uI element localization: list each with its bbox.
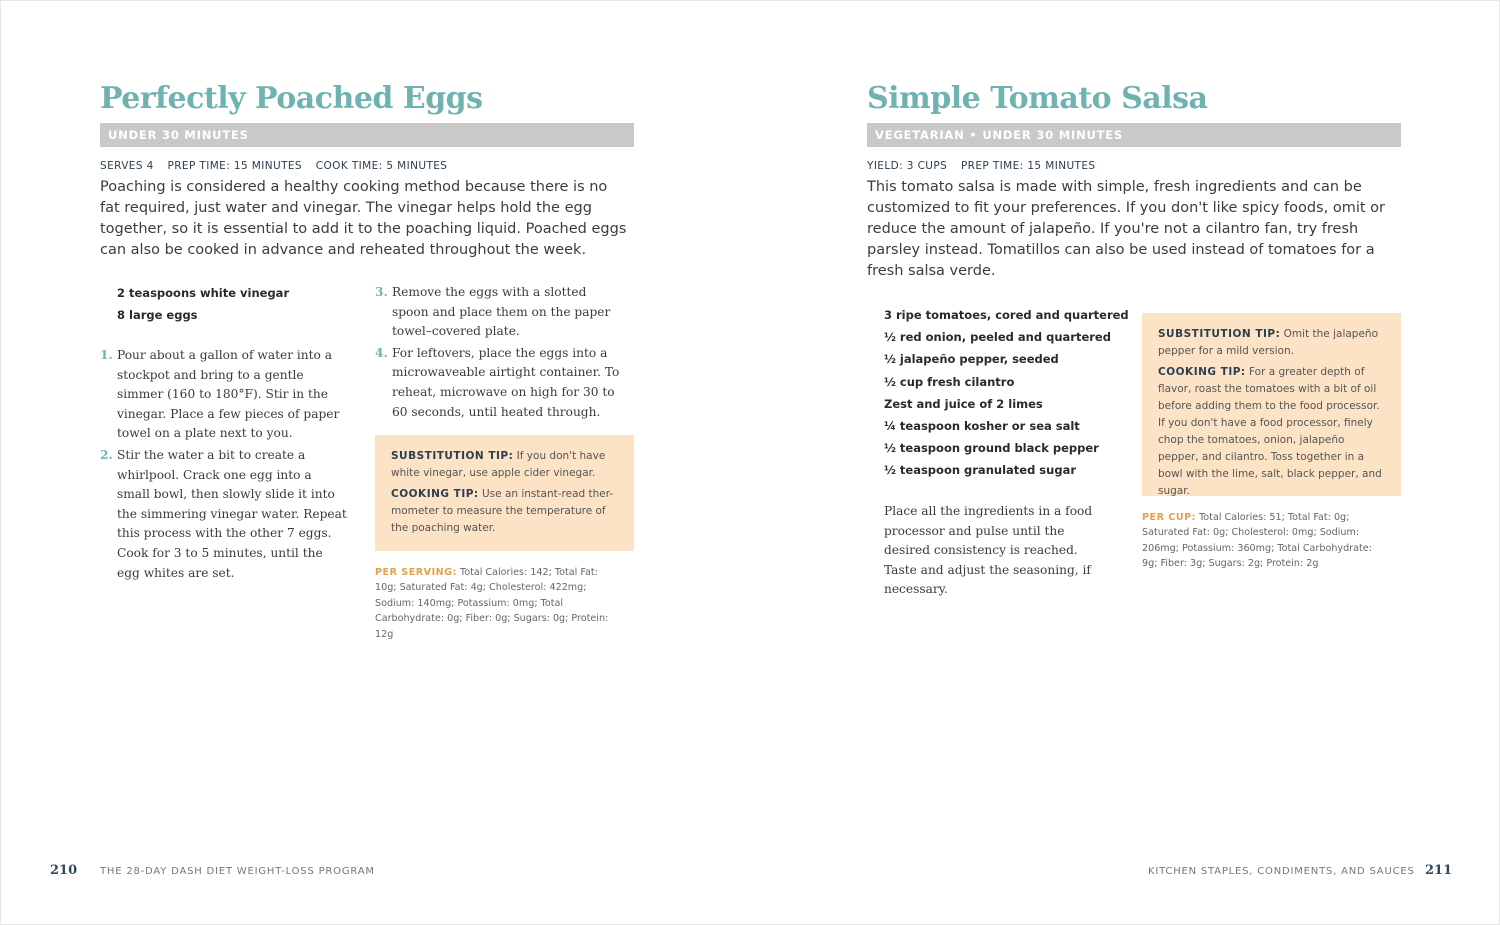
nutrition-info [375, 565, 615, 642]
ingredient-list [884, 304, 1129, 482]
step-text: Pour about a gallon of water into a stockpot and bring to a gentle simmer (160 to 180°F). Stir in the vinegar. Place a few pieces of paper towel on a plate next to you. [117, 348, 340, 441]
recipe-category-bar: UNDER 30 MINUTES [100, 123, 634, 147]
recipe-category-bar: VEGETARIAN • UNDER 30 MINUTES [867, 123, 1401, 147]
nutrition-text: Total Calories: 142; Total Fat: 10g; Saturated Fat: 4g; Cholesterol: 422mg; Sodium: 140mg; Potassium: 0mg; Total Carbohydrate: 0g; Fiber: 0g; Sugars: 0g; Protein: 12g [375, 567, 609, 640]
cook-time-label: COOK TIME: 5 MINUTES [315, 160, 448, 172]
step-number: 3. [375, 285, 388, 299]
prep-time-label: PREP TIME: 15 MINUTES [167, 160, 303, 172]
nutrition-info [1142, 510, 1382, 572]
nutrition-label: PER CUP: [1142, 512, 1197, 523]
tip-text: For a greater depth of flavor, roast the tomatoes with a bit of oil before adding them to the food processor. If you don't have a food processor, finely chop the tomatoes, onion, jalapeño pepper, and cilantro. Toss together in a bowl with the lime, salt, black pepper, and sugar. [1158, 366, 1382, 497]
yield-label: YIELD: 3 CUPS [867, 160, 948, 172]
recipe-meta [100, 160, 457, 172]
step-text: Stir the water a bit to create a whirlpool. Crack one egg into a small bowl, then slowly slide it into the simmering vinegar water. Repeat this process with the other 7 eggs. Cook for 3 to 5 minutes, until the egg whites are set. [117, 447, 347, 580]
ingredient-item: ½ red onion, peeled and quartered [884, 330, 1111, 345]
page-number: 210 [50, 863, 78, 878]
method-text: Place all the ingredients in a food processor and pulse until the desired consistency is reached. Taste and adjust the seasoning, if necessary. [884, 504, 1093, 597]
ingredient-item: 8 large eggs [117, 308, 198, 323]
ingredient-item: ½ teaspoon granulated sugar [884, 463, 1077, 478]
tip-label: COOKING TIP: [1158, 366, 1246, 378]
ingredient-item: ½ cup fresh cilantro [884, 374, 1015, 389]
nutrition-text: Total Calories: 51; Total Fat: 0g; Saturated Fat: 0g; Cholesterol: 0mg; Sodium: 206mg; Potassium: 360mg; Total Carbohydrate: 9g; Fiber: 3g; Sugars: 2g; Protein: 2g [1142, 512, 1372, 570]
step-list-col2 [375, 283, 625, 424]
recipe-title-poached-eggs: Perfectly Poached Eggs [100, 81, 483, 116]
serves-label: SERVES 4 [100, 160, 154, 172]
running-footer: KITCHEN STAPLES, CONDIMENTS, AND SAUCES [1148, 866, 1415, 877]
cooking-tip [391, 486, 618, 537]
ingredient-item: ½ jalapeño pepper, seeded [884, 352, 1059, 367]
tip-box [375, 435, 634, 551]
ingredient-item: ¼ teaspoon kosher or sea salt [884, 418, 1080, 433]
recipe-intro: This tomato salsa is made with simple, fresh ingredients and can be customized to fit your preferences. If you don't like spicy foods, omit or reduce the amount of jalapeño. If you're not a cilantro fan, try fresh parsley instead. Tomatillos can also be used instead of tomatoes for a fresh salsa verde. [867, 179, 1385, 279]
page-number: 211 [1425, 863, 1453, 878]
recipe-meta [867, 160, 1105, 172]
substitution-tip [1158, 326, 1385, 360]
step-item [100, 346, 348, 444]
recipe-title-tomato-salsa: Simple Tomato Salsa [867, 81, 1208, 116]
ingredient-list [117, 282, 289, 326]
tip-box [1142, 313, 1401, 496]
substitution-tip [391, 448, 618, 482]
cooking-tip [1158, 364, 1385, 500]
ingredient-item: ½ teaspoon ground black pepper [884, 441, 1099, 456]
tip-text: If you don't have white vinegar, use apple cider vinegar. [391, 450, 606, 479]
step-number: 1. [100, 348, 113, 362]
step-number: 4. [375, 345, 388, 360]
step-item [375, 344, 625, 422]
ingredient-item: 2 teaspoons white vinegar [117, 286, 290, 300]
ingredient-item: 3 ripe tomatoes, cored and quartered [884, 308, 1129, 322]
step-item [375, 283, 625, 342]
tip-label: COOKING TIP: [391, 488, 479, 500]
nutrition-label: PER SERVING: [375, 567, 457, 578]
recipe-intro: Poaching is considered a healthy cooking method because there is no fat required, just water and vinegar. The vinegar helps hold the egg together, so it is essential to add it to the poaching liquid. Poached eggs can also be cooked in advance and reheated throughout the week. [100, 179, 627, 258]
running-footer: THE 28-DAY DASH DIET WEIGHT-LOSS PROGRAM [100, 866, 375, 877]
step-text: For leftovers, place the eggs into a microwaveable airtight container. To reheat, microwave on high for 30 to 60 seconds, until heated through. [392, 345, 620, 419]
prep-time-label: PREP TIME: 15 MINUTES [960, 160, 1096, 172]
ingredient-item: Zest and juice of 2 limes [884, 396, 1043, 411]
step-item [100, 446, 348, 583]
tip-label: SUBSTITUTION TIP: [1158, 328, 1281, 340]
tip-text: Omit the jalapeño pepper for a mild version. [1158, 328, 1379, 357]
step-list-col1 [100, 346, 348, 585]
step-number: 2. [100, 447, 113, 462]
tip-text: Use an instant-read ther-mometer to measure the temperature of the poaching water. [391, 488, 614, 534]
step-text: Remove the eggs with a slotted spoon and place them on the paper towel–covered plate. [392, 285, 611, 339]
tip-label: SUBSTITUTION TIP: [391, 450, 514, 462]
